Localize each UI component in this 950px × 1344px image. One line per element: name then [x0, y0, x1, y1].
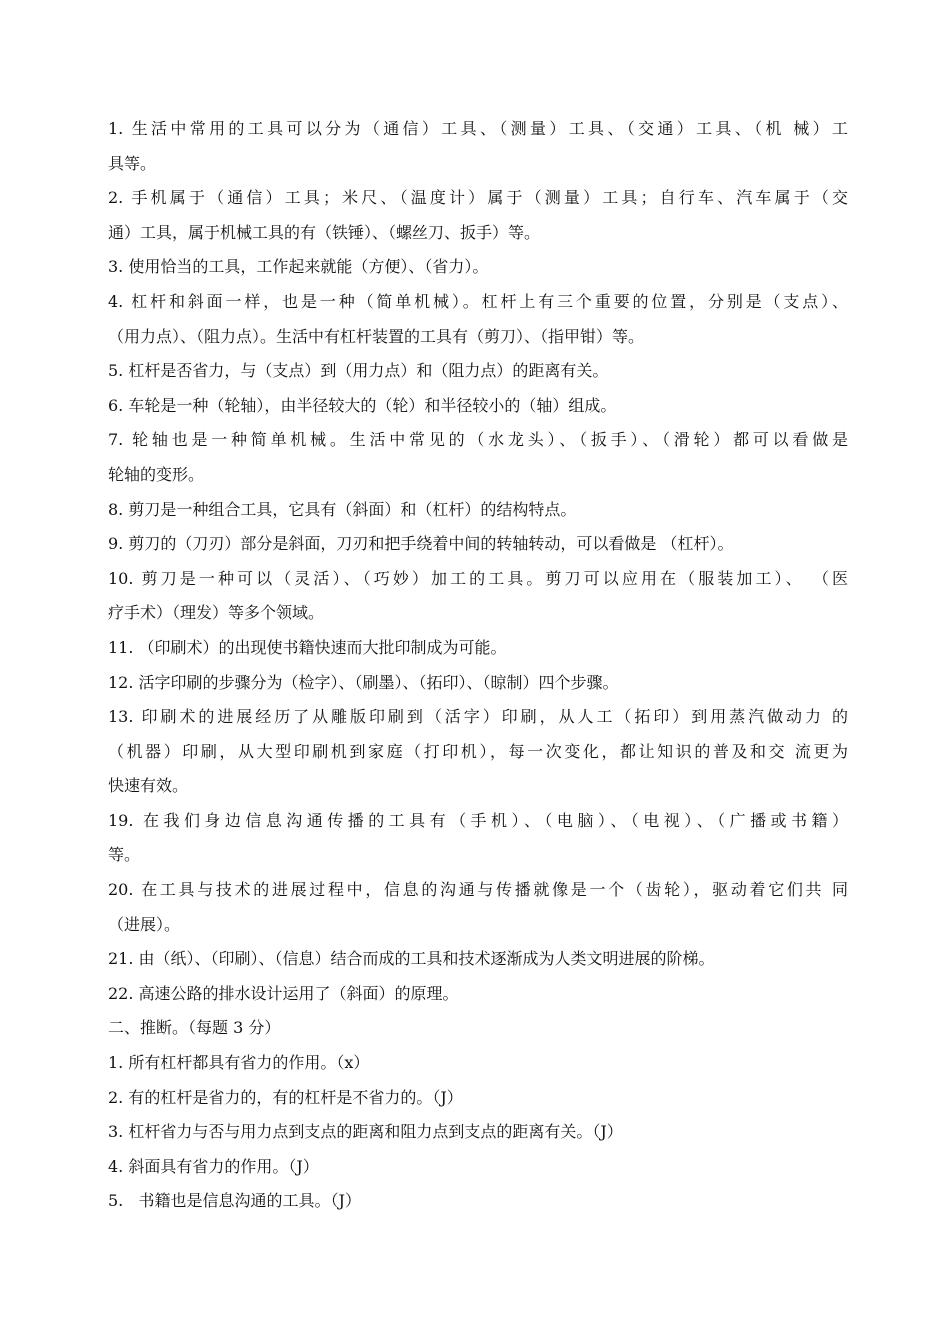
text-line-q7-cont: 轮轴的变形。: [108, 464, 205, 484]
text-line-j3: 3. 杠杆省力与否与用力点到支点的距离和阻力点到支点的距离有关。（J）: [108, 1122, 623, 1142]
document-body: [108, 112, 848, 1219]
text-line-q13-cont: （机器）印刷，从大型印刷机到家庭（打印机），每一次变化，都让知识的普及和交 流更为: [108, 741, 848, 761]
text-line-q22: 22. 高速公路的排水设计运用了（斜面）的原理。: [108, 983, 459, 1003]
text-line-q10-cont: 疗手术）（理发）等多个领域。: [108, 603, 325, 623]
text-line-j5: 5. 书籍也是信息沟通的工具。（J）: [108, 1191, 361, 1211]
text-line-q19: 19. 在我们身边信息沟通传播的工具有（手机）、（电脑）、（电视）、（广播或书籍）: [108, 810, 848, 830]
text-line-q1-cont: 具等。: [108, 153, 157, 173]
text-line-q19-cont: 等。: [108, 845, 141, 865]
text-line-q13: 13. 印刷术的进展经历了从雕版印刷到（活字）印刷，从人工（拓印）到用蒸汽做动力 的: [108, 707, 848, 727]
text-line-q1: 1. 生活中常用的工具可以分为（通信）工具、（测量）工具、（交通）工具、（机 械）工: [108, 119, 848, 138]
text-line-q9: 9. 剪刀的（刀刃）部分是斜面，刀刃和把手绕着中间的转轴转动，可以看做是 （杠杆）。: [108, 534, 734, 554]
text-line-q4-cont: （用力点）、（阻力点）。生活中有杠杆装置的工具有（剪刀）、（指甲钳）等。: [108, 326, 645, 346]
text-line-q20-cont: （进展）。: [108, 914, 181, 934]
text-line-j2: 2. 有的杠杆是省力的，有的杠杆是不省力的。（J）: [108, 1087, 463, 1107]
section-heading-judgement: 二、推断。（每题 3 分）: [108, 1018, 281, 1038]
text-line-q3: 3. 使用恰当的工具，工作起来就能（方便）、（省力）。: [108, 257, 489, 277]
text-line-q4: 4. 杠杆和斜面一样，也是一种（简单机械）。杠杆上有三个重要的位置，分别是（支点）、: [108, 291, 848, 311]
text-line-q10: 10. 剪刀是一种可以（灵活）、（巧妙）加工的工具。剪刀可以应用在（服装加工）、 （医: [108, 568, 848, 588]
text-line-j1: 1. 所有杠杆都具有省力的作用。（x）: [108, 1053, 370, 1073]
text-line-q13-end: 快速有效。: [108, 776, 189, 796]
text-line-j4: 4. 斜面具有省力的作用。（J）: [108, 1156, 319, 1176]
text-line-q6: 6. 车轮是一种（轮轴），由半径较大的（轮）和半径较小的（轴）组成。: [108, 395, 617, 415]
text-line-q7: 7. 轮轴也是一种简单机械。生活中常见的（水龙头）、（扳手）、（滑轮）都可以看做是: [108, 430, 848, 450]
text-line-q12: 12. 活字印刷的步骤分为（检字）、（刷墨）、（拓印）、（晾制）四个步骤。: [108, 672, 619, 692]
text-line-q11: 11. （印刷术）的出现使书籍快速而大批印制成为可能。: [108, 637, 507, 657]
text-line-q5: 5. 杠杆是否省力，与（支点）到（用力点）和（阻力点）的距离有关。: [108, 361, 609, 381]
text-line-q8: 8. 剪刀是一种组合工具，它具有（斜面）和（杠杆）的结构特点。: [108, 499, 577, 519]
text-line-q2: 2. 手机属于（通信）工具；米尺、（温度计）属于（测量）工具；自行车、汽车属于（交: [108, 188, 848, 208]
text-line-q21: 21. 由（纸）、（印刷）、（信息）结合而成的工具和技术逐渐成为人类文明进展的阶梯。: [108, 949, 715, 969]
text-line-q2-cont: 通）工具，属于机械工具的有（铁锤）、（螺丝刀、扳手）等。: [108, 222, 541, 242]
text-line-q20: 20. 在工具与技术的进展过程中，信息的沟通与传播就像是一个（齿轮），驱动着它们共 同: [108, 880, 848, 900]
